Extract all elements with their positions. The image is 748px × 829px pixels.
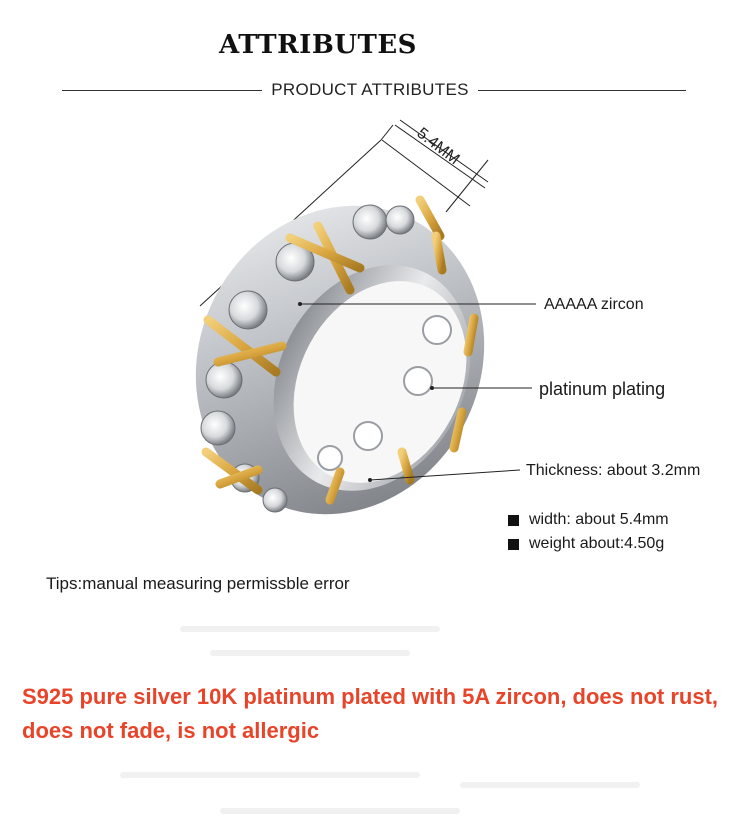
spec-width: width: about 5.4mm xyxy=(529,511,669,528)
promo-text: S925 pure silver 10K platinum plated with 5A zircon, does not rust, does not fade, is not allergic xyxy=(22,684,719,743)
bullet-square-icon xyxy=(508,539,519,550)
faint-line xyxy=(210,650,410,656)
callout-dot-thickness xyxy=(368,478,372,482)
callout-dot-zircon xyxy=(298,302,302,306)
callout-thickness: Thickness: about 3.2mm xyxy=(526,462,701,479)
spec-row-width xyxy=(508,511,669,529)
ring-body xyxy=(142,155,538,565)
bullet-square-icon xyxy=(508,515,519,526)
faint-line xyxy=(120,772,420,778)
callout-plating: platinum plating xyxy=(539,379,666,399)
page-title: ATTRIBUTES xyxy=(219,30,417,60)
faint-line xyxy=(180,626,440,632)
spec-row-weight xyxy=(508,535,664,553)
spec-weight: weight about:4.50g xyxy=(529,535,665,552)
tips-note: Tips:manual measuring permissble error xyxy=(46,574,350,593)
dimension-label: 5.4MM xyxy=(413,124,463,169)
faint-line xyxy=(220,808,460,814)
section-subtitle: PRODUCT ATTRIBUTES xyxy=(271,80,469,99)
faint-line xyxy=(460,782,640,788)
callout-zircon: AAAAA zircon xyxy=(544,296,644,313)
callout-dot-plating xyxy=(430,386,434,390)
